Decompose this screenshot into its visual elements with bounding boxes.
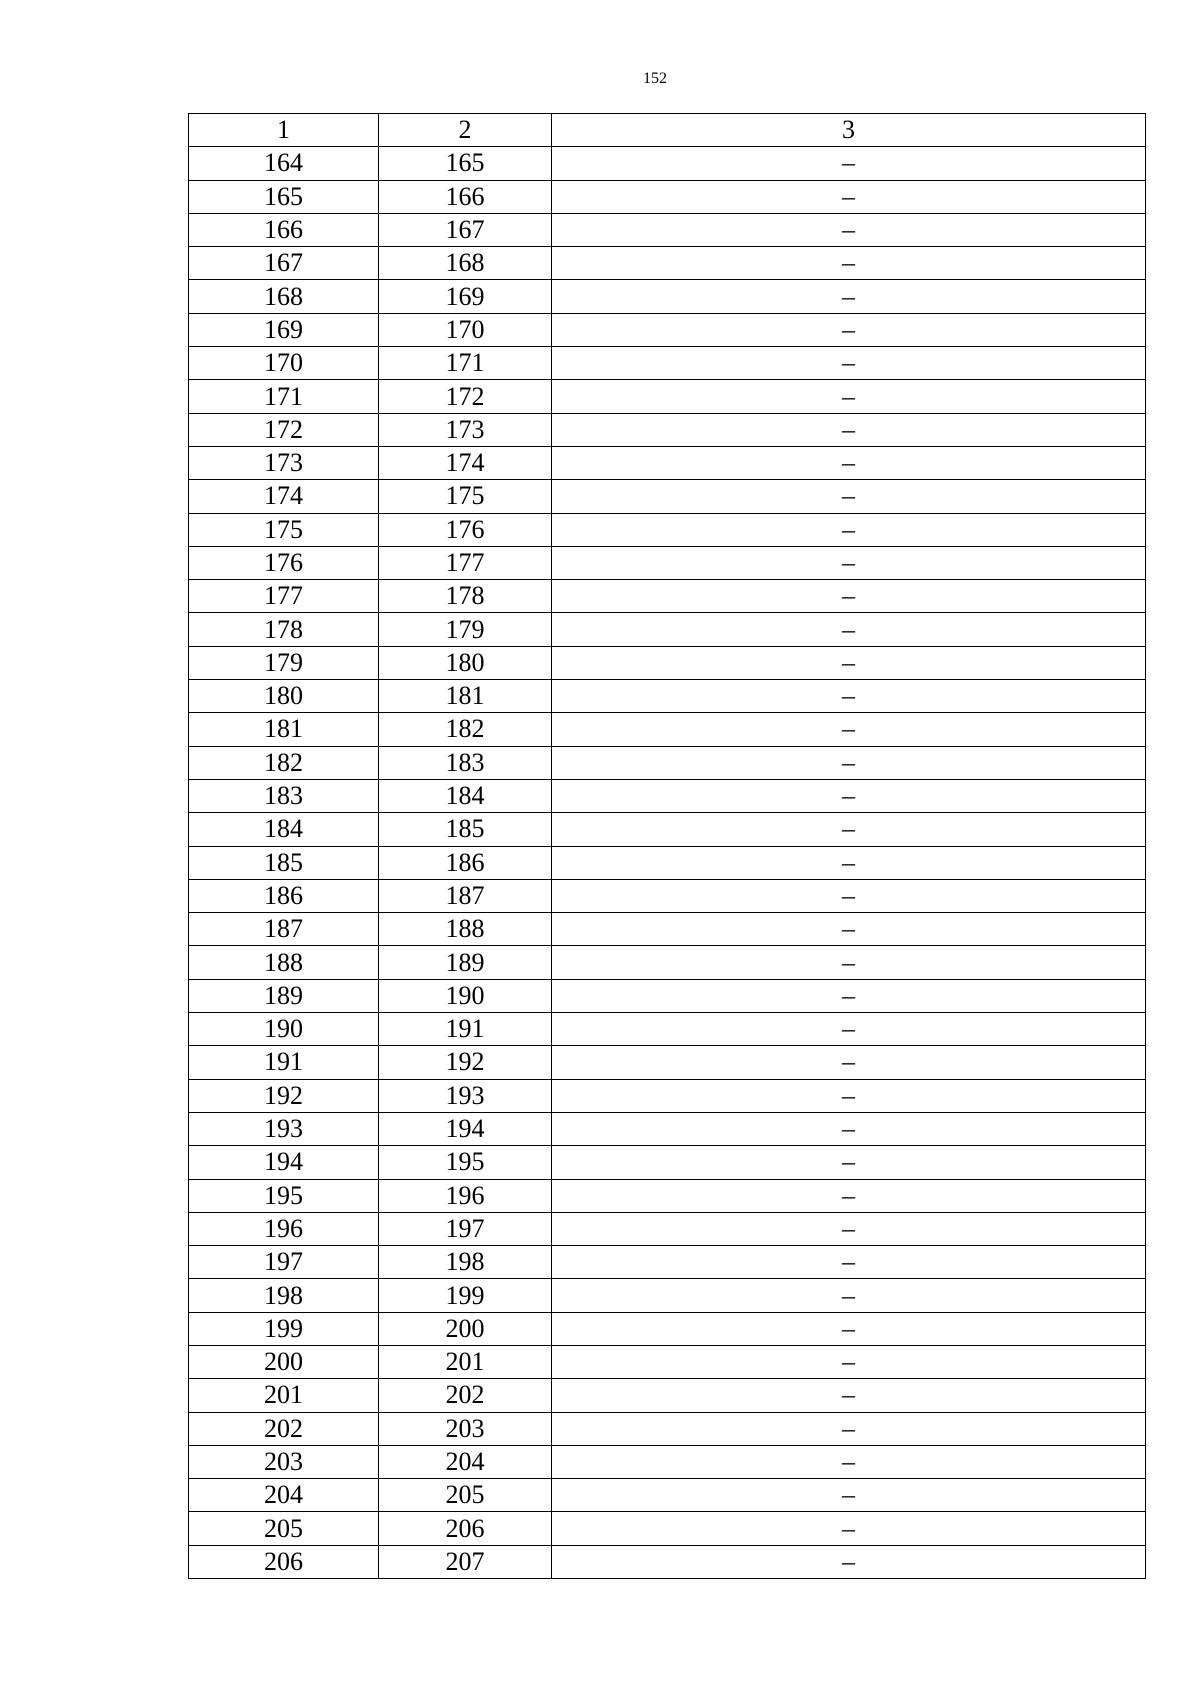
table-cell-col-1: 178 xyxy=(189,613,379,646)
table-cell-col-3: – xyxy=(552,1046,1146,1079)
table-cell-col-1: 181 xyxy=(189,713,379,746)
header-row xyxy=(189,114,1146,147)
table-row xyxy=(189,913,1146,946)
table-row xyxy=(189,846,1146,879)
table-cell-col-3: – xyxy=(552,1545,1146,1578)
table-cell-col-3: – xyxy=(552,613,1146,646)
table-cell-col-2: 181 xyxy=(379,680,552,713)
table-row xyxy=(189,480,1146,513)
table-row xyxy=(189,1345,1146,1378)
table-cell-col-2: 183 xyxy=(379,746,552,779)
table-cell-col-1: 180 xyxy=(189,680,379,713)
table-cell-col-3: – xyxy=(552,413,1146,446)
table-cell-col-1: 167 xyxy=(189,247,379,280)
table-cell-col-1: 198 xyxy=(189,1279,379,1312)
table-cell-col-2: 178 xyxy=(379,580,552,613)
table-cell-col-3: – xyxy=(552,713,1146,746)
table-cell-col-3: – xyxy=(552,979,1146,1012)
table-cell-col-3: – xyxy=(552,247,1146,280)
table-cell-col-2: 184 xyxy=(379,779,552,812)
table-cell-col-3: – xyxy=(552,813,1146,846)
table-cell-col-3: – xyxy=(552,1312,1146,1345)
table-row xyxy=(189,413,1146,446)
table-cell-col-3: – xyxy=(552,1013,1146,1046)
table-row xyxy=(189,1479,1146,1512)
table-cell-col-1: 194 xyxy=(189,1146,379,1179)
table-cell-col-2: 190 xyxy=(379,979,552,1012)
table-cell-col-2: 174 xyxy=(379,446,552,479)
table-cell-col-2: 205 xyxy=(379,1479,552,1512)
table-cell-col-2: 188 xyxy=(379,913,552,946)
table-cell-col-3: – xyxy=(552,1112,1146,1145)
table-cell-col-1: 176 xyxy=(189,546,379,579)
table-cell-col-2: 198 xyxy=(379,1246,552,1279)
table-cell-col-1: 195 xyxy=(189,1179,379,1212)
table-cell-col-1: 204 xyxy=(189,1479,379,1512)
table-cell-col-2: 189 xyxy=(379,946,552,979)
table-cell-col-3: – xyxy=(552,1445,1146,1478)
table-row xyxy=(189,746,1146,779)
table-body xyxy=(189,147,1146,1579)
table-cell-col-1: 201 xyxy=(189,1379,379,1412)
table-cell-col-2: 199 xyxy=(379,1279,552,1312)
table-cell-col-3: – xyxy=(552,1146,1146,1179)
table-cell-col-1: 186 xyxy=(189,879,379,912)
table-cell-col-2: 168 xyxy=(379,247,552,280)
table-cell-col-3: – xyxy=(552,480,1146,513)
table-row xyxy=(189,1146,1146,1179)
table-row xyxy=(189,613,1146,646)
table-cell-col-2: 197 xyxy=(379,1212,552,1245)
table-cell-col-1: 188 xyxy=(189,946,379,979)
table-cell-col-1: 179 xyxy=(189,646,379,679)
table-cell-col-3: – xyxy=(552,280,1146,313)
table-row xyxy=(189,779,1146,812)
table-cell-col-1: 164 xyxy=(189,147,379,180)
table-cell-col-1: 199 xyxy=(189,1312,379,1345)
table-cell-col-3: – xyxy=(552,1279,1146,1312)
table-row xyxy=(189,446,1146,479)
table-row xyxy=(189,580,1146,613)
table-row xyxy=(189,1379,1146,1412)
table-row xyxy=(189,1112,1146,1145)
table-row xyxy=(189,313,1146,346)
table-cell-col-2: 206 xyxy=(379,1512,552,1545)
table-row xyxy=(189,380,1146,413)
table-cell-col-1: 197 xyxy=(189,1246,379,1279)
table-row xyxy=(189,1246,1146,1279)
table-cell-col-3: – xyxy=(552,1479,1146,1512)
table-cell-col-2: 186 xyxy=(379,846,552,879)
column-header-2: 2 xyxy=(379,114,552,147)
table-cell-col-2: 177 xyxy=(379,546,552,579)
table-cell-col-2: 176 xyxy=(379,513,552,546)
table-cell-col-3: – xyxy=(552,946,1146,979)
table-cell-col-2: 202 xyxy=(379,1379,552,1412)
table-row xyxy=(189,1046,1146,1079)
table-row xyxy=(189,280,1146,313)
table-cell-col-3: – xyxy=(552,1246,1146,1279)
table-cell-col-1: 191 xyxy=(189,1046,379,1079)
table-cell-col-1: 185 xyxy=(189,846,379,879)
table-cell-col-2: 194 xyxy=(379,1112,552,1145)
table-cell-col-3: – xyxy=(552,1412,1146,1445)
table-cell-col-1: 166 xyxy=(189,213,379,246)
table-cell-col-3: – xyxy=(552,1345,1146,1378)
table-row xyxy=(189,1412,1146,1445)
table-cell-col-3: – xyxy=(552,380,1146,413)
table-cell-col-1: 189 xyxy=(189,979,379,1012)
table-cell-col-2: 201 xyxy=(379,1345,552,1378)
table-cell-col-3: – xyxy=(552,313,1146,346)
table-row xyxy=(189,680,1146,713)
table-cell-col-3: – xyxy=(552,1079,1146,1112)
table-cell-col-2: 173 xyxy=(379,413,552,446)
table-cell-col-1: 203 xyxy=(189,1445,379,1478)
table-cell-col-3: – xyxy=(552,1179,1146,1212)
table-cell-col-1: 174 xyxy=(189,480,379,513)
table-cell-col-2: 193 xyxy=(379,1079,552,1112)
table-cell-col-2: 207 xyxy=(379,1545,552,1578)
table-cell-col-3: – xyxy=(552,913,1146,946)
page-number: 152 xyxy=(643,70,667,87)
table-cell-col-1: 168 xyxy=(189,280,379,313)
table-row xyxy=(189,347,1146,380)
table-row xyxy=(189,180,1146,213)
table-cell-col-2: 200 xyxy=(379,1312,552,1345)
table-cell-col-3: – xyxy=(552,680,1146,713)
table-cell-col-1: 182 xyxy=(189,746,379,779)
table-cell-col-1: 177 xyxy=(189,580,379,613)
table-row xyxy=(189,1545,1146,1578)
table-cell-col-2: 185 xyxy=(379,813,552,846)
table-cell-col-2: 195 xyxy=(379,1146,552,1179)
table-cell-col-3: – xyxy=(552,347,1146,380)
table-cell-col-3: – xyxy=(552,746,1146,779)
table-row xyxy=(189,879,1146,912)
table-cell-col-1: 169 xyxy=(189,313,379,346)
table-row xyxy=(189,1013,1146,1046)
table-cell-col-2: 179 xyxy=(379,613,552,646)
table-cell-col-1: 184 xyxy=(189,813,379,846)
table-cell-col-1: 196 xyxy=(189,1212,379,1245)
table-cell-col-1: 193 xyxy=(189,1112,379,1145)
table-row xyxy=(189,946,1146,979)
table-row xyxy=(189,813,1146,846)
table-cell-col-3: – xyxy=(552,580,1146,613)
table-cell-col-1: 183 xyxy=(189,779,379,812)
table-cell-col-1: 200 xyxy=(189,1345,379,1378)
table-row xyxy=(189,513,1146,546)
table-cell-col-1: 192 xyxy=(189,1079,379,1112)
table-cell-col-2: 191 xyxy=(379,1013,552,1046)
table-cell-col-3: – xyxy=(552,446,1146,479)
table-row xyxy=(189,1312,1146,1345)
table-cell-col-2: 165 xyxy=(379,147,552,180)
table-cell-col-1: 187 xyxy=(189,913,379,946)
table-row xyxy=(189,1212,1146,1245)
table-cell-col-3: – xyxy=(552,546,1146,579)
table-row xyxy=(189,213,1146,246)
table-cell-col-3: – xyxy=(552,1512,1146,1545)
table-cell-col-2: 204 xyxy=(379,1445,552,1478)
table-row xyxy=(189,1279,1146,1312)
table-cell-col-1: 173 xyxy=(189,446,379,479)
table-cell-col-1: 205 xyxy=(189,1512,379,1545)
table-cell-col-3: – xyxy=(552,147,1146,180)
table-row xyxy=(189,1079,1146,1112)
table-cell-col-1: 172 xyxy=(189,413,379,446)
table-row xyxy=(189,1179,1146,1212)
column-header-3: 3 xyxy=(552,114,1146,147)
table-cell-col-3: – xyxy=(552,1212,1146,1245)
table-cell-col-1: 202 xyxy=(189,1412,379,1445)
table-cell-col-1: 206 xyxy=(189,1545,379,1578)
table-cell-col-3: – xyxy=(552,1379,1146,1412)
table-cell-col-2: 196 xyxy=(379,1179,552,1212)
table-row xyxy=(189,546,1146,579)
table-cell-col-2: 180 xyxy=(379,646,552,679)
table-cell-col-1: 171 xyxy=(189,380,379,413)
table-cell-col-1: 165 xyxy=(189,180,379,213)
table-cell-col-1: 170 xyxy=(189,347,379,380)
table-cell-col-2: 171 xyxy=(379,347,552,380)
table-cell-col-2: 167 xyxy=(379,213,552,246)
table-cell-col-3: – xyxy=(552,879,1146,912)
table-row xyxy=(189,979,1146,1012)
column-header-1: 1 xyxy=(189,114,379,147)
table-row xyxy=(189,147,1146,180)
table-cell-col-3: – xyxy=(552,213,1146,246)
table-cell-col-2: 170 xyxy=(379,313,552,346)
table-cell-col-2: 203 xyxy=(379,1412,552,1445)
table-cell-col-2: 175 xyxy=(379,480,552,513)
table-cell-col-3: – xyxy=(552,513,1146,546)
table-cell-col-3: – xyxy=(552,779,1146,812)
table-cell-col-2: 172 xyxy=(379,380,552,413)
table-row xyxy=(189,713,1146,746)
table-cell-col-3: – xyxy=(552,646,1146,679)
table-cell-col-2: 169 xyxy=(379,280,552,313)
table-row xyxy=(189,1445,1146,1478)
table-row xyxy=(189,247,1146,280)
table-cell-col-3: – xyxy=(552,846,1146,879)
table-row xyxy=(189,646,1146,679)
table-cell-col-1: 190 xyxy=(189,1013,379,1046)
table-cell-col-1: 175 xyxy=(189,513,379,546)
table-cell-col-2: 166 xyxy=(379,180,552,213)
table-cell-col-2: 192 xyxy=(379,1046,552,1079)
table-cell-col-3: – xyxy=(552,180,1146,213)
table-cell-col-2: 187 xyxy=(379,879,552,912)
table-cell-col-2: 182 xyxy=(379,713,552,746)
table-row xyxy=(189,1512,1146,1545)
data-table xyxy=(188,113,1146,1579)
